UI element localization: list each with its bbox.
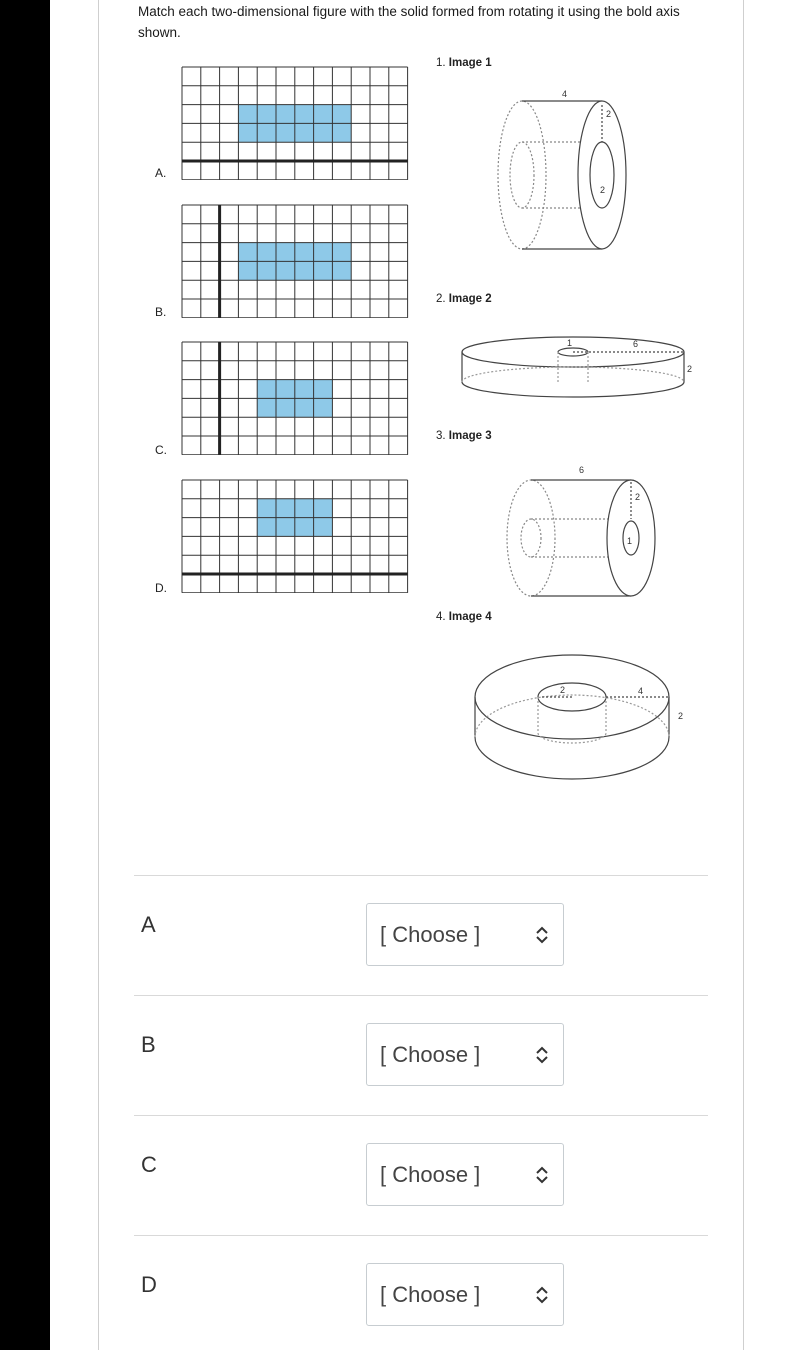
match-select-a[interactable] — [366, 903, 564, 966]
select-value: [ Choose ] — [380, 922, 481, 947]
img2-outer-label: 6 — [633, 339, 639, 349]
chevron-up-down-icon — [535, 924, 549, 946]
figure-label-a: A. — [155, 166, 167, 180]
grid-figure-c — [180, 340, 410, 455]
chevron-up-down-icon — [535, 1284, 549, 1306]
match-select-d[interactable] — [366, 1263, 564, 1326]
img1-inner-label: 2 — [600, 185, 606, 195]
question-prompt: Match each two-dimensional figure with the solid formed from rotating it using the bold axis shown. — [138, 4, 680, 40]
solid-image-3 — [495, 462, 675, 597]
match-letter-a: A — [141, 912, 156, 937]
img3-height-label: 2 — [635, 492, 641, 502]
select-value: [ Choose ] — [380, 1042, 481, 1067]
match-letter-c: C — [141, 1152, 157, 1177]
row-divider — [134, 995, 708, 996]
solid-image-1 — [490, 85, 640, 260]
match-letter-d: D — [141, 1272, 157, 1297]
right-border — [743, 0, 744, 1350]
grid-figure-a — [180, 65, 410, 180]
chevron-up-down-icon — [535, 1164, 549, 1186]
img3-outer-label: 6 — [579, 465, 585, 475]
solid-image-4 — [470, 645, 690, 790]
img4-height-label: 2 — [678, 711, 684, 721]
image-label-4: 4. Image 4 — [436, 611, 492, 623]
row-divider — [134, 1235, 708, 1236]
match-select-b[interactable] — [366, 1023, 564, 1086]
img3-inner-label: 1 — [627, 536, 633, 546]
figure-label-c: C. — [155, 443, 167, 457]
select-value: [ Choose ] — [380, 1282, 481, 1307]
grid-figure-d — [180, 478, 410, 593]
figure-label-b: B. — [155, 305, 167, 319]
image-label-1: 1. Image 1 — [436, 57, 492, 69]
select-value: [ Choose ] — [380, 1162, 481, 1187]
row-divider — [134, 1115, 708, 1116]
img1-height-label: 2 — [606, 109, 612, 119]
img2-height-label: 2 — [687, 364, 693, 374]
match-select-c[interactable] — [366, 1143, 564, 1206]
chevron-up-down-icon — [535, 1044, 549, 1066]
match-letter-b: B — [141, 1032, 156, 1057]
img4-inner-label: 2 — [560, 685, 566, 695]
row-divider — [134, 875, 708, 876]
img2-inner-label: 1 — [567, 338, 573, 348]
img1-outer-label: 4 — [562, 89, 568, 99]
figure-label-d: D. — [155, 581, 167, 595]
solid-image-2 — [455, 330, 695, 410]
grid-figure-b — [180, 203, 410, 318]
image-label-2: 2. Image 2 — [436, 293, 492, 305]
img4-outer-label: 4 — [638, 686, 644, 696]
left-border — [98, 0, 99, 1350]
image-label-3: 3. Image 3 — [436, 430, 492, 442]
